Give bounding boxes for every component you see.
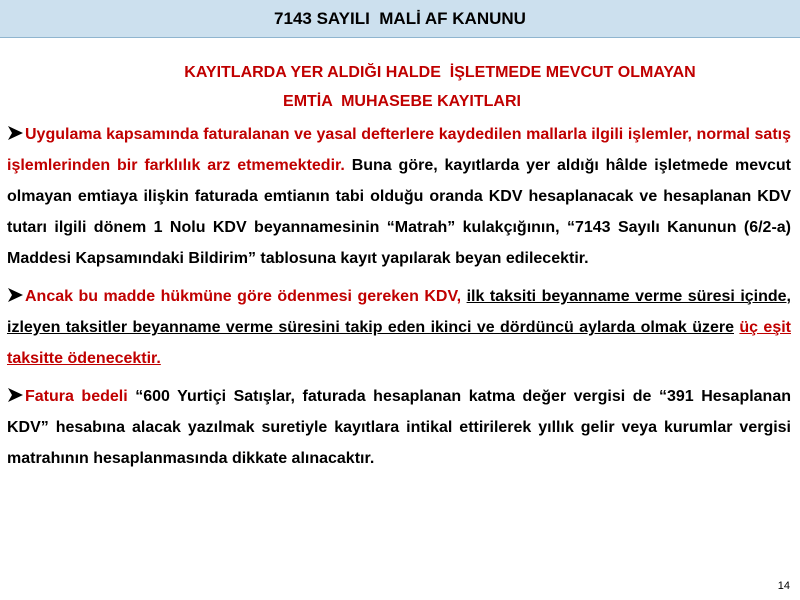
slide-content bbox=[7, 119, 791, 474]
page-number: 14 bbox=[777, 580, 790, 592]
paragraph-2-red-underlined-text: üç eşit taksitte ödenecektir. bbox=[7, 319, 791, 367]
paragraph-1-text: Buna göre, kayıtlarda yer aldığı hâlde işletmede mevcut olmayan emtiaya ilişkin faturada emtianın tabi olduğu oranda KDV hesaplanacak ve hesaplanan KDV tutarı ilgili dönem 1 Nolu KDV beyannamesinin “Matrah” kulakçığının, “7143 Sayılı Kanunun (6/2-a) Maddesi Kapsamındaki Bildirim” tablosuna kayıt yapılarak beyan edilecektir. bbox=[7, 157, 792, 267]
paragraph-3-red-text: Fatura bedeli bbox=[25, 388, 128, 405]
paragraph-3 bbox=[7, 381, 791, 474]
paragraph-2 bbox=[7, 281, 791, 374]
paragraph-1 bbox=[7, 119, 791, 274]
paragraph-2-red-text: Ancak bu madde hükmüne göre ödenmesi gereken KDV, bbox=[25, 288, 462, 305]
slide-title: 7143 SAYILI MALİ AF KANUNU bbox=[274, 8, 526, 28]
subtitle-line-1: KAYITLARDA YER ALDIĞI HALDE İŞLETMEDE MEVCUT OLMAYAN bbox=[184, 64, 696, 81]
paragraph-3-text: “600 Yurtiçi Satışlar, faturada hesaplanan katma değer vergisi de “391 Hesaplanan KDV” hesabına alacak yazılmak suretiyle kayıtlara intikal ettirilerek yıllık gelir veya kurumlar vergisi matrahının hesaplanmasında dikkate alınacaktır. bbox=[7, 388, 792, 467]
subtitle-line-2: EMTİA MUHASEBE KAYITLARI bbox=[283, 93, 521, 110]
paragraph-2-underlined-text: ilk taksiti beyanname verme süresi içinde, izleyen taksitler beyanname verme süresini takip eden ikinci ve dördüncü aylarda olmak üzere bbox=[7, 288, 792, 336]
arrow-bullet-icon bbox=[7, 387, 25, 403]
arrow-bullet-icon bbox=[7, 125, 25, 141]
paragraph-1-red-text: Uygulama kapsamında faturalanan ve yasal defterlere kaydedilen mallarla ilgili işlemler, normal satış işlemlerinden bir farklılık arz etmemektedir. bbox=[7, 126, 791, 174]
slide-title-bar bbox=[0, 0, 800, 38]
arrow-bullet-icon bbox=[7, 287, 25, 303]
